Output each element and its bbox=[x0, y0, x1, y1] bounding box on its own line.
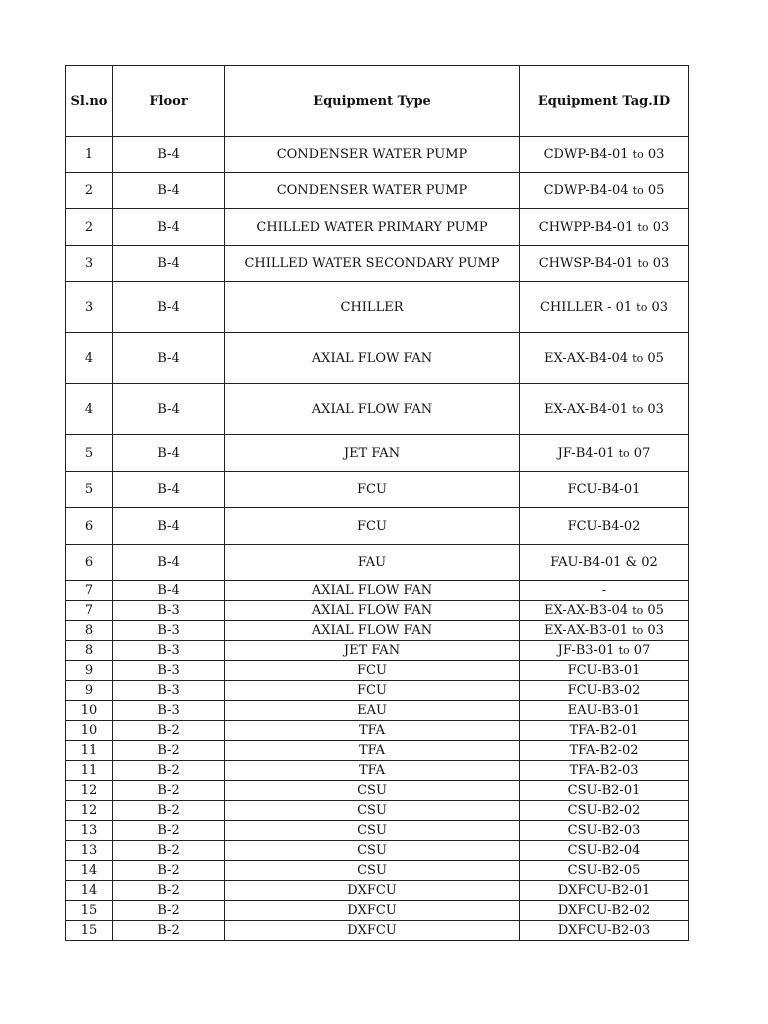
tag-start: FCU-B4-01 bbox=[567, 482, 641, 497]
tag-start: CSU-B2-03 bbox=[567, 823, 641, 838]
cell-sl-no: 15 bbox=[66, 901, 113, 921]
cell-sl-no: 11 bbox=[66, 761, 113, 781]
cell-sl-no: 15 bbox=[66, 921, 113, 941]
table-row bbox=[66, 681, 689, 701]
tag-end: 03 bbox=[647, 623, 664, 638]
cell-floor: B-2 bbox=[113, 901, 225, 921]
cell-equipment-type: CONDENSER WATER PUMP bbox=[225, 137, 520, 173]
header-floor: Floor bbox=[113, 66, 225, 137]
cell-sl-no: 3 bbox=[66, 282, 113, 333]
cell-floor: B-2 bbox=[113, 741, 225, 761]
tag-start: TFA-B2-01 bbox=[569, 723, 639, 738]
cell-equipment-type: CSU bbox=[225, 841, 520, 861]
table-row bbox=[66, 333, 689, 384]
cell-sl-no: 9 bbox=[66, 661, 113, 681]
cell-equipment-type: DXFCU bbox=[225, 881, 520, 901]
cell-equipment-tag bbox=[520, 384, 689, 435]
cell-floor: B-3 bbox=[113, 641, 225, 661]
cell-equipment-type: CSU bbox=[225, 781, 520, 801]
cell-equipment-type: CONDENSER WATER PUMP bbox=[225, 173, 520, 209]
table-row bbox=[66, 601, 689, 621]
cell-sl-no: 14 bbox=[66, 861, 113, 881]
cell-equipment-tag bbox=[520, 821, 689, 841]
table-row bbox=[66, 701, 689, 721]
tag-range-connector: to bbox=[637, 257, 649, 270]
cell-floor: B-4 bbox=[113, 435, 225, 472]
cell-floor: B-3 bbox=[113, 681, 225, 701]
tag-end: 03 bbox=[651, 299, 669, 315]
tag-range-connector: to bbox=[618, 446, 630, 460]
table-row bbox=[66, 545, 689, 581]
cell-floor: B-2 bbox=[113, 861, 225, 881]
cell-floor: B-4 bbox=[113, 472, 225, 508]
cell-equipment-type: AXIAL FLOW FAN bbox=[225, 621, 520, 641]
tag-start: DXFCU-B2-02 bbox=[557, 903, 651, 918]
tag-start: - bbox=[601, 583, 607, 598]
tag-end: 03 bbox=[652, 256, 670, 271]
cell-floor: B-2 bbox=[113, 881, 225, 901]
tag-range-connector: to bbox=[632, 148, 644, 161]
cell-equipment-type: FAU bbox=[225, 545, 520, 581]
cell-floor: B-4 bbox=[113, 384, 225, 435]
tag-start: JF-B3-01 bbox=[557, 643, 615, 658]
cell-equipment-type: FCU bbox=[225, 472, 520, 508]
cell-equipment-tag bbox=[520, 209, 689, 246]
table-row bbox=[66, 921, 689, 941]
cell-equipment-tag bbox=[520, 137, 689, 173]
cell-equipment-tag bbox=[520, 741, 689, 761]
cell-equipment-type: CSU bbox=[225, 861, 520, 881]
cell-equipment-type: AXIAL FLOW FAN bbox=[225, 581, 520, 601]
table-body bbox=[66, 137, 689, 941]
tag-start: EX-AX-B3-04 bbox=[544, 603, 629, 618]
tag-start: CSU-B2-05 bbox=[567, 863, 641, 878]
cell-equipment-type: AXIAL FLOW FAN bbox=[225, 601, 520, 621]
cell-equipment-tag bbox=[520, 721, 689, 741]
cell-equipment-type: CSU bbox=[225, 801, 520, 821]
tag-start: JF-B4-01 bbox=[557, 445, 615, 461]
cell-equipment-tag bbox=[520, 761, 689, 781]
tag-start: EX-AX-B3-01 bbox=[544, 623, 629, 638]
cell-sl-no: 5 bbox=[66, 472, 113, 508]
cell-equipment-type: TFA bbox=[225, 761, 520, 781]
tag-start: CSU-B2-02 bbox=[567, 803, 641, 818]
cell-equipment-tag bbox=[520, 661, 689, 681]
cell-equipment-type: DXFCU bbox=[225, 901, 520, 921]
cell-equipment-type: DXFCU bbox=[225, 921, 520, 941]
cell-equipment-tag bbox=[520, 861, 689, 881]
cell-sl-no: 7 bbox=[66, 601, 113, 621]
table-row bbox=[66, 881, 689, 901]
cell-sl-no: 10 bbox=[66, 701, 113, 721]
tag-start: CDWP-B4-04 bbox=[543, 183, 629, 198]
cell-equipment-tag bbox=[520, 841, 689, 861]
tag-start: CDWP-B4-01 bbox=[543, 147, 629, 162]
table-row bbox=[66, 282, 689, 333]
cell-sl-no: 9 bbox=[66, 681, 113, 701]
cell-sl-no: 6 bbox=[66, 545, 113, 581]
cell-floor: B-4 bbox=[113, 282, 225, 333]
cell-sl-no: 7 bbox=[66, 581, 113, 601]
tag-end: 03 bbox=[647, 147, 665, 162]
cell-equipment-type: CHILLER bbox=[225, 282, 520, 333]
cell-floor: B-4 bbox=[113, 508, 225, 545]
cell-equipment-tag bbox=[520, 781, 689, 801]
cell-sl-no: 14 bbox=[66, 881, 113, 901]
cell-floor: B-2 bbox=[113, 821, 225, 841]
table-row bbox=[66, 861, 689, 881]
cell-sl-no: 5 bbox=[66, 435, 113, 472]
cell-equipment-type: AXIAL FLOW FAN bbox=[225, 384, 520, 435]
cell-equipment-type: FCU bbox=[225, 681, 520, 701]
cell-equipment-type: JET FAN bbox=[225, 435, 520, 472]
header-equipment-type: Equipment Type bbox=[225, 66, 520, 137]
table-row bbox=[66, 661, 689, 681]
header-equipment-tag-id: Equipment Tag.ID bbox=[520, 66, 689, 137]
cell-equipment-tag bbox=[520, 246, 689, 282]
table-row bbox=[66, 173, 689, 209]
table-row bbox=[66, 137, 689, 173]
cell-floor: B-4 bbox=[113, 137, 225, 173]
tag-range-connector: to bbox=[632, 604, 644, 617]
tag-range-connector: to bbox=[618, 644, 630, 657]
cell-floor: B-4 bbox=[113, 173, 225, 209]
cell-equipment-type: FCU bbox=[225, 661, 520, 681]
cell-equipment-type: CHILLED WATER SECONDARY PUMP bbox=[225, 246, 520, 282]
cell-equipment-type: CHILLED WATER PRIMARY PUMP bbox=[225, 209, 520, 246]
tag-start: CHWSP-B4-01 bbox=[538, 256, 634, 271]
tag-end: 07 bbox=[633, 643, 651, 658]
cell-equipment-type: AXIAL FLOW FAN bbox=[225, 333, 520, 384]
table-row bbox=[66, 841, 689, 861]
table-row bbox=[66, 209, 689, 246]
cell-sl-no: 4 bbox=[66, 333, 113, 384]
cell-equipment-type: TFA bbox=[225, 721, 520, 741]
cell-sl-no: 10 bbox=[66, 721, 113, 741]
cell-floor: B-4 bbox=[113, 333, 225, 384]
table-row bbox=[66, 781, 689, 801]
table-header-row bbox=[66, 66, 689, 137]
tag-range-connector: to bbox=[632, 351, 644, 365]
cell-floor: B-3 bbox=[113, 661, 225, 681]
cell-equipment-type: EAU bbox=[225, 701, 520, 721]
cell-equipment-tag bbox=[520, 921, 689, 941]
table-row bbox=[66, 581, 689, 601]
cell-equipment-tag bbox=[520, 545, 689, 581]
table-row bbox=[66, 435, 689, 472]
table-row bbox=[66, 741, 689, 761]
cell-equipment-tag bbox=[520, 601, 689, 621]
cell-equipment-tag bbox=[520, 621, 689, 641]
cell-floor: B-2 bbox=[113, 841, 225, 861]
cell-equipment-tag bbox=[520, 472, 689, 508]
tag-start: CHILLER - 01 bbox=[539, 299, 633, 315]
table-row bbox=[66, 801, 689, 821]
tag-start: EX-AX-B4-04 bbox=[544, 350, 629, 366]
tag-start: CSU-B2-01 bbox=[567, 783, 641, 798]
cell-equipment-tag bbox=[520, 333, 689, 384]
tag-start: FCU-B4-02 bbox=[567, 518, 641, 534]
cell-equipment-tag bbox=[520, 435, 689, 472]
tag-range-connector: to bbox=[632, 402, 644, 416]
tag-start: EX-AX-B4-01 bbox=[544, 401, 629, 417]
tag-start: FCU-B3-01 bbox=[567, 663, 641, 678]
table-row bbox=[66, 821, 689, 841]
cell-equipment-tag bbox=[520, 881, 689, 901]
table-row bbox=[66, 621, 689, 641]
cell-floor: B-4 bbox=[113, 246, 225, 282]
cell-sl-no: 2 bbox=[66, 209, 113, 246]
cell-floor: B-2 bbox=[113, 781, 225, 801]
cell-floor: B-4 bbox=[113, 209, 225, 246]
tag-range-connector: to bbox=[632, 184, 644, 197]
tag-start: CSU-B2-04 bbox=[567, 843, 641, 858]
cell-equipment-tag bbox=[520, 641, 689, 661]
cell-floor: B-2 bbox=[113, 801, 225, 821]
cell-equipment-type: CSU bbox=[225, 821, 520, 841]
equipment-table bbox=[65, 65, 689, 941]
table-row bbox=[66, 246, 689, 282]
cell-floor: B-3 bbox=[113, 601, 225, 621]
tag-start: EAU-B3-01 bbox=[567, 703, 641, 718]
cell-equipment-tag bbox=[520, 801, 689, 821]
cell-sl-no: 6 bbox=[66, 508, 113, 545]
cell-sl-no: 8 bbox=[66, 621, 113, 641]
cell-sl-no: 12 bbox=[66, 781, 113, 801]
cell-equipment-tag bbox=[520, 701, 689, 721]
cell-equipment-tag bbox=[520, 282, 689, 333]
cell-sl-no: 11 bbox=[66, 741, 113, 761]
table-row bbox=[66, 721, 689, 741]
cell-floor: B-4 bbox=[113, 545, 225, 581]
cell-floor: B-4 bbox=[113, 581, 225, 601]
tag-start: DXFCU-B2-01 bbox=[557, 883, 651, 898]
cell-equipment-tag bbox=[520, 681, 689, 701]
tag-start: TFA-B2-02 bbox=[569, 743, 639, 758]
table-row bbox=[66, 641, 689, 661]
tag-end: 03 bbox=[647, 401, 664, 417]
cell-equipment-tag bbox=[520, 508, 689, 545]
cell-sl-no: 1 bbox=[66, 137, 113, 173]
cell-sl-no: 13 bbox=[66, 821, 113, 841]
tag-start: DXFCU-B2-03 bbox=[557, 923, 651, 938]
tag-start: FAU-B4-01 & 02 bbox=[550, 555, 658, 570]
cell-equipment-tag bbox=[520, 173, 689, 209]
cell-floor: B-3 bbox=[113, 701, 225, 721]
cell-sl-no: 13 bbox=[66, 841, 113, 861]
cell-sl-no: 2 bbox=[66, 173, 113, 209]
cell-sl-no: 8 bbox=[66, 641, 113, 661]
tag-start: TFA-B2-03 bbox=[569, 763, 639, 778]
cell-equipment-type: JET FAN bbox=[225, 641, 520, 661]
cell-sl-no: 4 bbox=[66, 384, 113, 435]
header-sl-no: Sl.no bbox=[66, 66, 113, 137]
tag-start: FCU-B3-02 bbox=[567, 683, 641, 698]
tag-end: 05 bbox=[647, 183, 665, 198]
tag-end: 03 bbox=[652, 219, 670, 235]
cell-floor: B-2 bbox=[113, 761, 225, 781]
cell-floor: B-3 bbox=[113, 621, 225, 641]
cell-floor: B-2 bbox=[113, 921, 225, 941]
table-row bbox=[66, 761, 689, 781]
table-row bbox=[66, 472, 689, 508]
tag-start: CHWPP-B4-01 bbox=[538, 219, 634, 235]
tag-range-connector: to bbox=[632, 624, 644, 637]
tag-end: 07 bbox=[633, 445, 651, 461]
cell-equipment-tag bbox=[520, 581, 689, 601]
table-row bbox=[66, 901, 689, 921]
cell-equipment-type: TFA bbox=[225, 741, 520, 761]
cell-floor: B-2 bbox=[113, 721, 225, 741]
tag-range-connector: to bbox=[637, 220, 649, 234]
cell-sl-no: 12 bbox=[66, 801, 113, 821]
tag-end: 05 bbox=[647, 603, 664, 618]
tag-end: 05 bbox=[647, 350, 664, 366]
tag-range-connector: to bbox=[636, 300, 648, 314]
table-row bbox=[66, 508, 689, 545]
cell-equipment-type: FCU bbox=[225, 508, 520, 545]
cell-sl-no: 3 bbox=[66, 246, 113, 282]
cell-equipment-tag bbox=[520, 901, 689, 921]
table-row bbox=[66, 384, 689, 435]
